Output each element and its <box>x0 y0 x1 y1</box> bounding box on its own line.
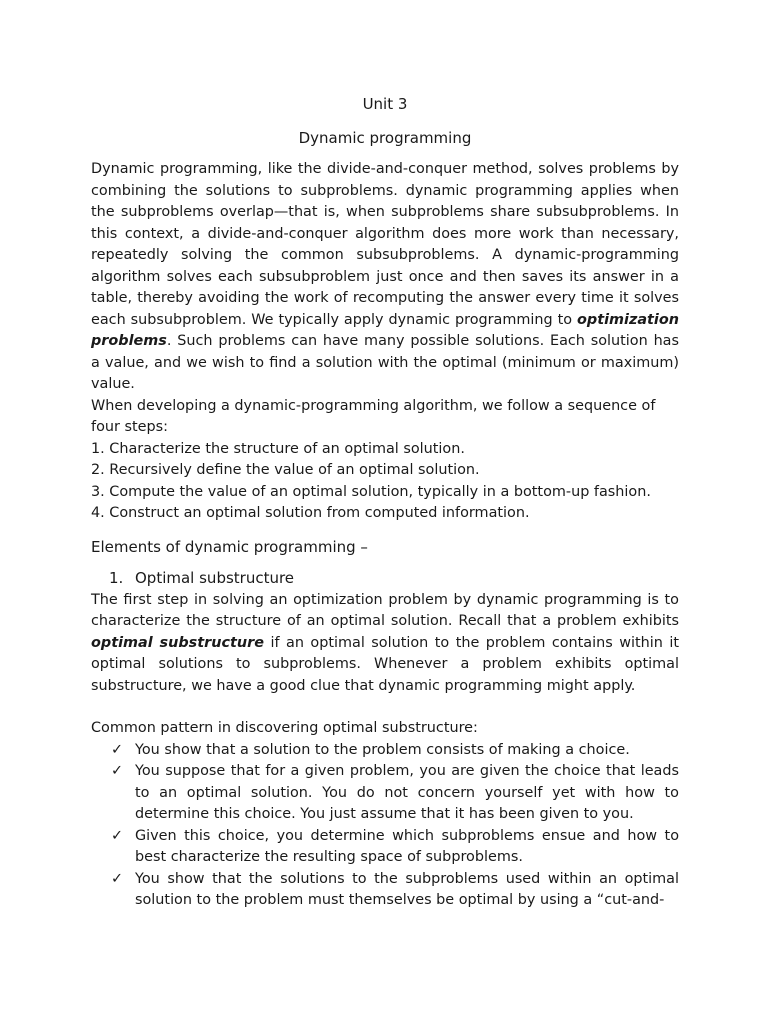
subsection-heading <box>91 568 679 590</box>
intro-text-part1: Dynamic programming, like the divide-and-conquer method, solves problems by combining the solutions to subproblems. dynamic programming applies when the subproblems overlap—that is, when subproblems share subsubproblems. In this context, a divide-and-conquer algorithm does more work than necessary, repeatedly solving the common subsubproblems. A dynamic-programming algorithm solves each subsubproblem just once and then saves its answer in a table, thereby avoiding the work of recomputing the answer every time it solves each subsubproblem. We typically apply dynamic programming to <box>91 161 679 328</box>
list-item <box>91 740 679 762</box>
checkmark-icon: ✓ <box>111 763 124 779</box>
pattern-intro: Common pattern in discovering optimal substructure: <box>91 720 478 736</box>
pattern-list <box>91 740 679 912</box>
list-item-text: You show that the solutions to the subproblems used within an optimal solution to the problem must themselves be optimal by using a “cut-and- <box>135 870 679 908</box>
intro-text-part2: . Such problems can have many possible solutions. Each solution has a value, and we wish to find a solution with the optimal (minimum or maximum) value. <box>91 333 679 392</box>
list-item-text: You suppose that for a given problem, you are given the choice that leads to an optimal solution. You do not concern yourself yet with how to determine this choice. You just assume that it has been given to you. <box>135 763 679 822</box>
list-item-text: You show that a solution to the problem consists of making a choice. <box>135 741 630 758</box>
subsection-number: 1. <box>109 569 124 587</box>
paragraph-gap <box>91 697 679 718</box>
list-item <box>91 869 679 912</box>
substructure-paragraph <box>91 590 679 698</box>
list-item-text: Given this choice, you determine which subproblems ensue and how to best characterize the resulting space of subproblems. <box>135 827 679 865</box>
checkmark-icon: ✓ <box>111 870 124 887</box>
checkmark-icon: ✓ <box>111 741 124 758</box>
elements-heading: Elements of dynamic programming – <box>91 537 368 556</box>
step-item: 3. Compute the value of an optimal solution, typically in a bottom-up fashion. <box>91 483 651 500</box>
document-page <box>91 94 679 912</box>
step-item: 1. Characterize the structure of an optimal solution. <box>91 440 465 457</box>
step-item: 4. Construct an optimal solution from computed information. <box>91 505 530 521</box>
document-title: Dynamic programming <box>298 128 472 147</box>
substructure-text-part1: The first step in solving an optimization problem by dynamic programming is to characterize the structure of an optimal solution. Recall that a problem exhibits <box>91 591 679 629</box>
subsection-title: Optimal substructure <box>135 569 295 587</box>
intro-emphasis: optimization problems <box>91 311 679 349</box>
checkmark-icon: ✓ <box>111 827 124 844</box>
unit-title: Unit 3 <box>362 95 408 113</box>
steps-intro: When developing a dynamic-programming algorithm, we follow a sequence of four steps: <box>91 397 656 435</box>
list-item <box>91 761 679 826</box>
substructure-text-part2: if an optimal solution to the problem contains within it optimal solutions to subproblems. Whenever a problem exhibits optimal substructure, we have a good clue that dynamic programming might apply. <box>91 634 679 694</box>
intro-paragraph <box>91 159 679 396</box>
substructure-emphasis: optimal substructure <box>91 634 264 651</box>
list-item <box>91 826 679 869</box>
step-item: 2. Recursively define the value of an optimal solution. <box>91 462 480 478</box>
